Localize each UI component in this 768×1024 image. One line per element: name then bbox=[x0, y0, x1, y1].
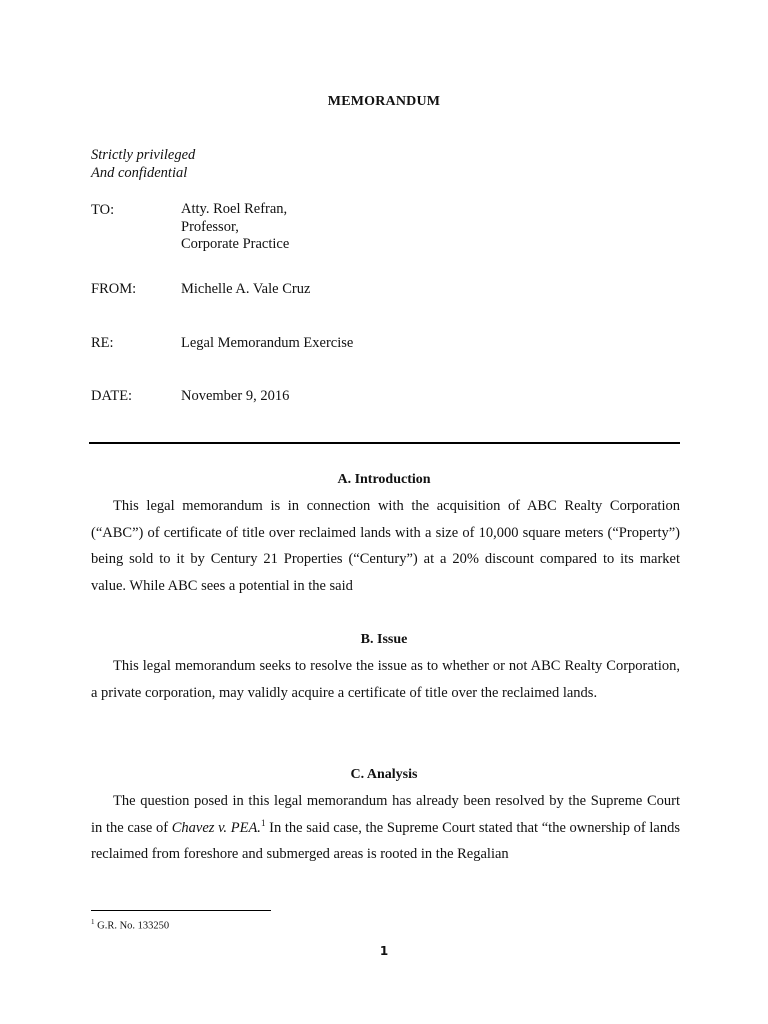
from-label: FROM: bbox=[91, 281, 137, 297]
analysis-text-before: The question posed in this legal memorandum has already been resolved by the Supreme Court in the case of bbox=[91, 793, 680, 836]
issue-heading: B. Issue bbox=[360, 632, 408, 647]
footnote-divider bbox=[91, 910, 271, 911]
introduction-heading: A. Introduction bbox=[337, 472, 431, 487]
to-value bbox=[181, 201, 289, 254]
to-line-3: Corporate Practice bbox=[181, 236, 290, 252]
footnote-marker: 1 bbox=[91, 918, 95, 926]
introduction-paragraph: This legal memorandum is in connection with the acquisition of ABC Realty Corporation (“ABC”) of certificate of title over reclaimed lands with a size of 10,000 square meters (“Property”) being sold to it by Century 21 Properties (“Century”) at a 20% discount compared to its market value. While ABC sees a potential in the said bbox=[91, 498, 680, 594]
footnote-reference[interactable]: 1 bbox=[260, 817, 266, 828]
analysis-text-after: In the said case, the Supreme Court stated that “the ownership of lands reclaimed from foreshore and submerged areas is rooted in the Regalian bbox=[91, 819, 680, 863]
case-name: Chavez v. PEA. bbox=[171, 819, 261, 836]
from-value: Michelle A. Vale Cruz bbox=[181, 281, 311, 297]
re-label: RE: bbox=[91, 335, 114, 351]
date-value: November 9, 2016 bbox=[181, 388, 290, 404]
document-title: MEMORANDUM bbox=[327, 94, 441, 109]
footnote-text: G.R. No. 133250 bbox=[94, 920, 170, 932]
issue-paragraph: This legal memorandum seeks to resolve the issue as to whether or not ABC Realty Corporation, a private corporation, may validly acquire a certificate of title over the reclaimed lands. bbox=[91, 658, 680, 701]
privilege-line-1: Strictly privileged bbox=[91, 147, 196, 163]
page-number: 1 bbox=[379, 944, 389, 958]
privilege-line-2: And confidential bbox=[91, 165, 188, 181]
analysis-heading: C. Analysis bbox=[350, 767, 418, 782]
to-label: TO: bbox=[91, 202, 115, 218]
to-line-1: Atty. Roel Refran, bbox=[181, 201, 288, 217]
date-label: DATE: bbox=[91, 388, 133, 404]
re-value: Legal Memorandum Exercise bbox=[181, 335, 354, 351]
analysis-paragraph bbox=[91, 788, 680, 868]
header-divider bbox=[89, 442, 680, 444]
to-line-2: Professor, bbox=[181, 218, 239, 235]
footnote bbox=[91, 918, 169, 932]
